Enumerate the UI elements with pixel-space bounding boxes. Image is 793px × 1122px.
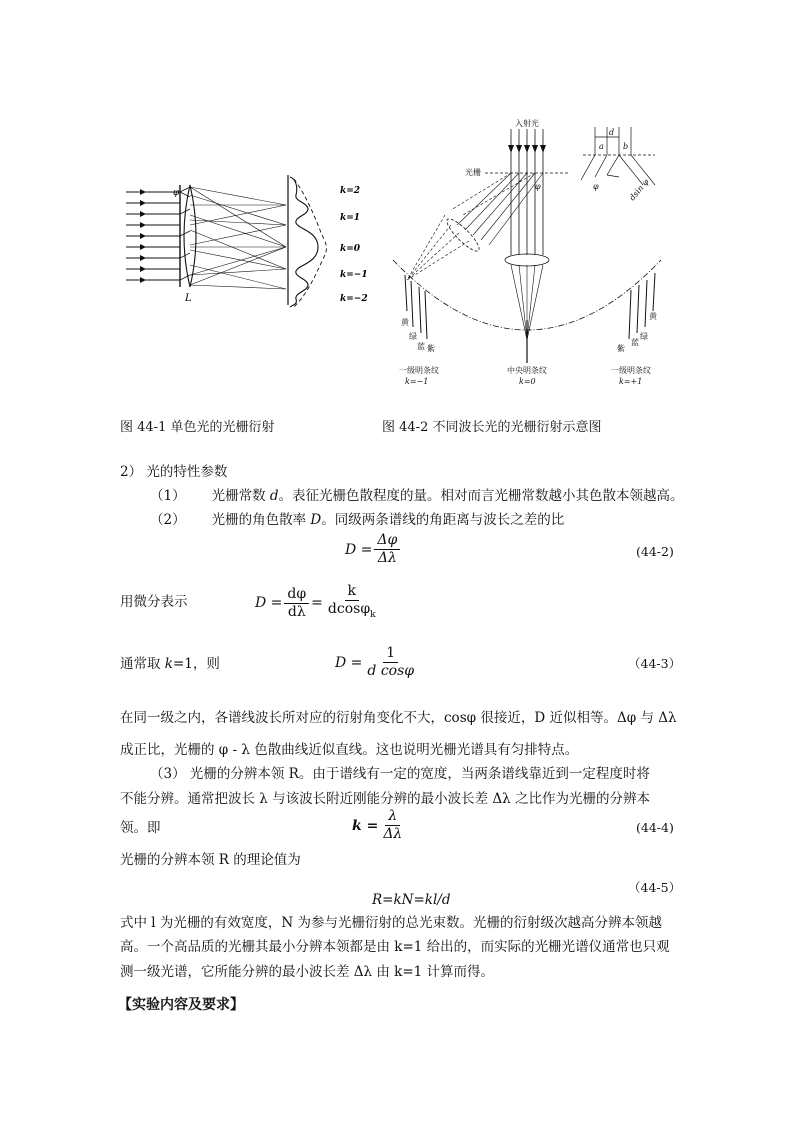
right-color-yellow: 黄 bbox=[649, 312, 657, 321]
eq-denominator: d cosφ bbox=[367, 663, 415, 679]
figure-44-1 bbox=[118, 165, 378, 315]
item-text: 光栅常数 bbox=[211, 488, 270, 504]
item-text: 。表征光栅色散程度的量。相对而言光栅常数越小其色散本领越高。 bbox=[278, 488, 684, 504]
eq-equals: = bbox=[311, 595, 323, 612]
paragraph-line: 在同一级之内，各谱线波长所对应的衍射角变化不大，cosφ 很接近，D 近似相等。Δφ 与 Δλ bbox=[120, 710, 677, 726]
text-run: =1，则 bbox=[172, 656, 220, 672]
item-number: （2） bbox=[150, 512, 186, 528]
equation-44-4 bbox=[352, 808, 407, 843]
order-label: k=−1 bbox=[340, 270, 368, 280]
lens-label: L bbox=[185, 293, 192, 304]
eq-lhs: D = bbox=[345, 541, 373, 558]
eq-lhs: D = bbox=[255, 595, 283, 612]
eq-denominator: Δλ bbox=[377, 550, 397, 566]
lens bbox=[505, 254, 549, 266]
theory-line: 光栅的分辨本领 R 的理论值为 bbox=[120, 852, 301, 868]
paragraph-line: 成正比，光栅的 φ - λ 色散曲线近似直线。这也说明光栅光谱具有匀排特点。 bbox=[120, 742, 579, 758]
inset-d-label: d bbox=[609, 128, 615, 137]
eq-numerator: dφ bbox=[284, 586, 309, 604]
inset-dsin-label: dsin φ bbox=[627, 177, 651, 203]
left-spectrum-lines bbox=[405, 275, 427, 339]
left-color-blue: 蓝 bbox=[417, 342, 425, 351]
left-order-label: 一级明条纹 bbox=[399, 366, 439, 375]
equation-number-44-3: （44-3） bbox=[628, 656, 682, 671]
lens bbox=[184, 185, 196, 287]
grating-label: 光栅 bbox=[465, 168, 481, 177]
eq-lhs: k = bbox=[352, 817, 379, 834]
section-heading-experiment: 【实验内容及要求】 bbox=[118, 997, 244, 1013]
eq-denominator: Δλ bbox=[383, 826, 403, 842]
differential-label: 用微分表示 bbox=[120, 594, 188, 610]
left-color-yellow: 黄 bbox=[401, 318, 409, 327]
equation-number-44-4: (44-4) bbox=[636, 820, 674, 835]
oblique-focus-rays bbox=[407, 215, 469, 280]
paragraph-line: 式中 l 为光栅的有效宽度，N 为参与光栅衍射的总光束数。光栅的衍射级次越高分辨本领越 bbox=[120, 915, 663, 931]
order-label: k=0 bbox=[340, 244, 361, 254]
inset-b-label: b bbox=[623, 142, 629, 151]
figure-44-2 bbox=[385, 115, 675, 395]
eq-numerator: λ bbox=[385, 808, 400, 826]
center-order-k: k=0 bbox=[519, 377, 536, 386]
right-color-violet: 紫 bbox=[617, 344, 625, 353]
inset-diagram bbox=[581, 127, 655, 185]
equation-differential bbox=[255, 583, 381, 624]
list-item-1 bbox=[150, 486, 684, 506]
item-text: 。同级两条谱线的角距离与波长之差的比 bbox=[321, 512, 565, 528]
paragraph-line: 测一级光谱，它所能分辨的最小波长差 Δλ 由 k=1 计算而得。 bbox=[120, 964, 495, 980]
equation-number-44-2: (44-2) bbox=[636, 544, 674, 559]
list-item-3-line: 领。即 bbox=[120, 820, 161, 836]
equation-44-3 bbox=[335, 645, 419, 680]
caption-fig-44-2: 图 44-2 不同波长光的光栅衍射示意图 bbox=[382, 420, 602, 435]
list-item-2 bbox=[150, 510, 564, 530]
usual-take-label bbox=[120, 654, 220, 674]
phi-label: φ bbox=[535, 182, 541, 191]
converging-rays bbox=[190, 187, 286, 289]
caption-fig-44-1: 图 44-1 单色光的光栅衍射 bbox=[120, 420, 275, 435]
eq-numerator: k bbox=[345, 583, 359, 601]
section-heading-2: 2） 光的特性参数 bbox=[120, 464, 228, 480]
incident-rays bbox=[126, 192, 180, 280]
inset-a-label: a bbox=[599, 142, 604, 151]
diffracted-rays bbox=[180, 187, 190, 280]
incident-label: 入射光 bbox=[515, 119, 539, 128]
right-color-green: 绿 bbox=[640, 332, 648, 341]
left-color-green: 绿 bbox=[409, 332, 417, 341]
equation-44-2 bbox=[345, 532, 402, 567]
order-label: k=−2 bbox=[340, 294, 368, 304]
right-order-label: 一级明条纹 bbox=[611, 366, 651, 375]
symbol-D: D bbox=[310, 512, 322, 528]
envelope-curve bbox=[294, 179, 327, 307]
symbol-d: d bbox=[269, 488, 279, 504]
symbol-k: k bbox=[164, 656, 173, 672]
eq-lhs: D = bbox=[335, 654, 363, 671]
eq-numerator: 1 bbox=[383, 645, 398, 663]
eq-denominator: dλ bbox=[287, 603, 306, 620]
phi-label: φ bbox=[173, 188, 180, 198]
item-number: （1） bbox=[150, 488, 186, 504]
text-run: 通常取 bbox=[120, 656, 165, 672]
order-label: k=2 bbox=[340, 186, 361, 196]
first-order-rays bbox=[451, 173, 543, 245]
item-text: 光栅的角色散率 bbox=[211, 512, 311, 528]
eq-denominator: dcosφ bbox=[327, 601, 371, 617]
list-item-3-line: （3） 光栅的分辨本领 R。由于谱线有一定的宽度，当两条谱线靠近到一定程度时将 bbox=[150, 766, 650, 782]
left-color-violet: 紫 bbox=[427, 344, 435, 353]
eq-subscript: k bbox=[370, 609, 376, 620]
list-item-3-line: 不能分辨。通常把波长 λ 与该波长附近刚能分辨的最小波长差 Δλ 之比作为光栅的分辨本 bbox=[120, 791, 651, 807]
right-order-k: k=+1 bbox=[619, 377, 643, 386]
lens-oblique bbox=[443, 215, 483, 255]
equation-44-5: R=kN=kl/d bbox=[372, 892, 451, 908]
eq-numerator: Δφ bbox=[374, 532, 400, 550]
equation-number-44-5: （44-5） bbox=[628, 880, 682, 895]
inset-phi-label: φ bbox=[593, 182, 599, 191]
right-color-blue: 蓝 bbox=[631, 338, 639, 347]
paragraph-line: 高。一个高品质的光栅其最小分辨本领都是由 k=1 给出的，而实际的光栅光谱仪通常也只观 bbox=[120, 939, 670, 955]
center-order-label: 中央明条纹 bbox=[507, 366, 547, 375]
order-label: k=1 bbox=[340, 213, 361, 223]
left-order-k: k=−1 bbox=[405, 377, 429, 386]
intensity-curve bbox=[290, 177, 318, 307]
right-spectrum-lines bbox=[629, 273, 655, 339]
